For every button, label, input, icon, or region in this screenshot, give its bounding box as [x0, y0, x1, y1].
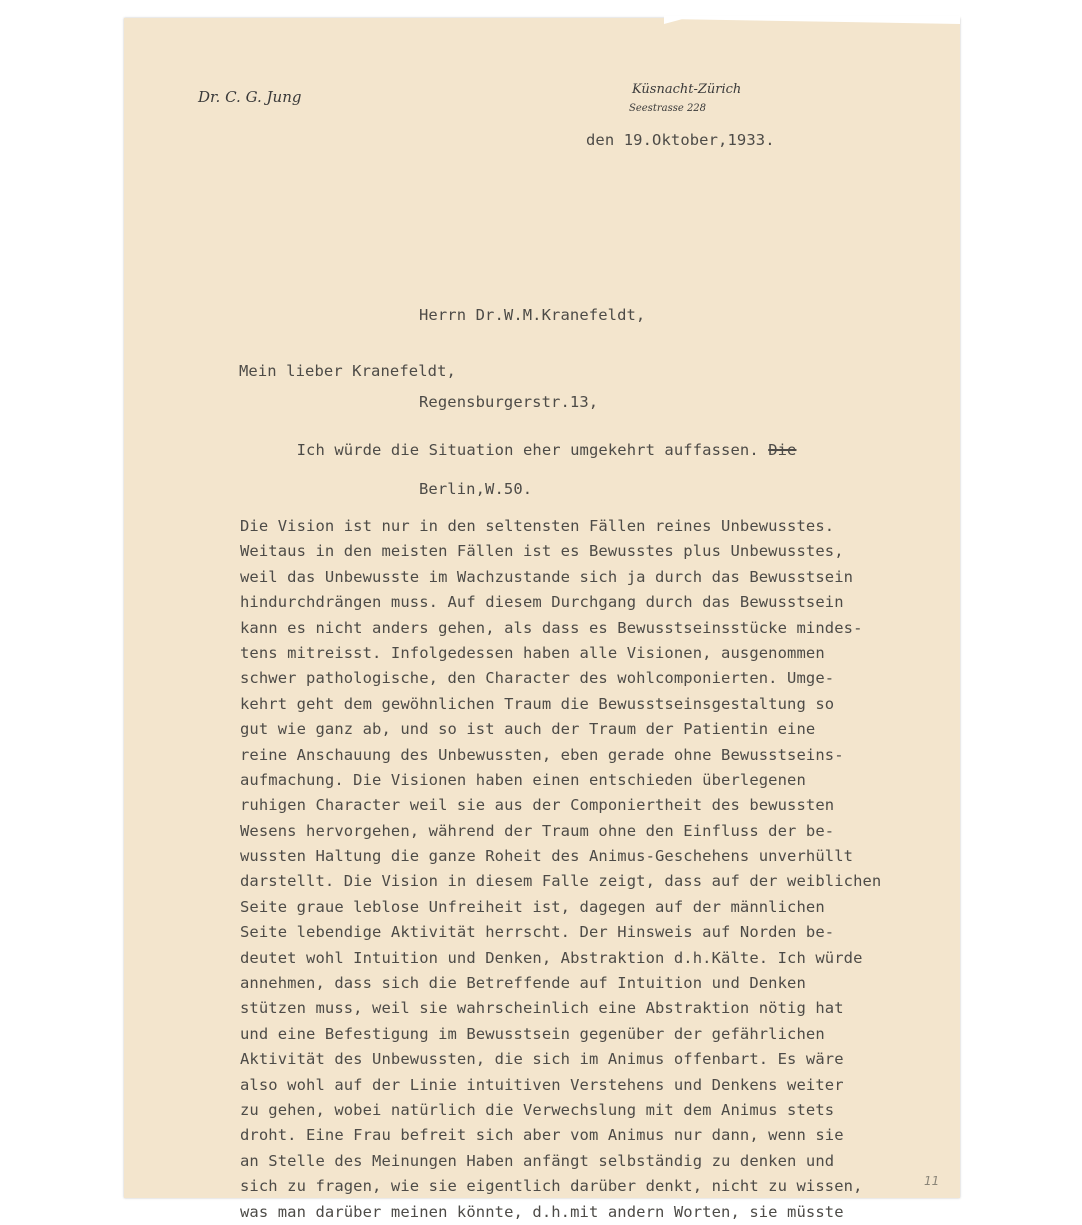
- recipient-line: Berlin,W.50.: [419, 480, 533, 498]
- body-line: aufmachung. Die Visionen haben einen entschieden überlegenen: [240, 770, 806, 789]
- body-line: kann es nicht anders gehen, als dass es Bewusstseinsstücke mindes-: [240, 618, 863, 637]
- page-number: 11: [924, 1174, 940, 1188]
- body-line: hindurchdrängen muss. Auf diesem Durchgang durch das Bewusstsein: [240, 593, 844, 612]
- salutation: Mein lieber Kranefeldt,: [239, 362, 456, 380]
- letter-body: [240, 387, 881, 1225]
- body-line: zu gehen, wobei natürlich die Verwechslung mit dem Animus stets: [240, 1101, 835, 1119]
- body-line: schwer pathologische, den Character des wohlcomponierten. Umge-: [240, 669, 835, 688]
- body-line: stützen muss, weil sie wahrscheinlich eine Abstraktion nötig hat: [240, 999, 844, 1018]
- torn-edge: [664, 16, 960, 24]
- body-line: ruhigen Character weil sie aus der Componiertheit des bewussten: [240, 796, 835, 815]
- body-line: tens mitreisst. Infolgedessen haben alle Visionen, ausgenommen: [240, 643, 825, 662]
- body-line: reine Anschauung des Unbewussten, eben gerade ohne Bewusstseins-: [240, 745, 844, 764]
- body-line: Die Vision ist nur in den seltensten Fällen reines Unbewusstes.: [240, 517, 835, 536]
- body-line: [240, 438, 881, 463]
- recipient-line: Regensburgerstr.13,: [419, 393, 599, 411]
- recipient-line: Herrn Dr.W.M.Kranefeldt,: [419, 306, 646, 324]
- body-line: darstellt. Die Vision in diesem Falle zeigt, dass auf der weiblichen: [240, 872, 882, 891]
- letterhead-name: Dr. C. G. Jung: [198, 88, 302, 106]
- body-line: annehmen, dass sich die Betreffende auf Intuition und Denken: [240, 974, 806, 993]
- body-line: Seite lebendige Aktivität herrscht. Der Hinsweis auf Norden be-: [240, 923, 835, 942]
- body-line: kehrt geht dem gewöhnlichen Traum die Bewusstseinsgestaltung so: [240, 694, 835, 713]
- letter-sheet: [124, 18, 960, 1221]
- body-line: Seite graue leblose Unfreiheit ist, dagegen auf der männlichen: [240, 897, 825, 916]
- letter-date: den 19.Oktober,1933.: [586, 131, 775, 149]
- body-line: droht. Eine Frau befreit sich aber vom Animus nur dann, wenn sie: [240, 1126, 844, 1145]
- body-line: weil das Unbewusste im Wachzustande sich ja durch das Bewusstsein: [240, 567, 854, 586]
- body-line: Wesens hervorgehen, während der Traum ohne den Einfluss der be-: [240, 821, 835, 840]
- body-line: und eine Befestigung im Bewusstsein gegenüber der gefährlichen: [240, 1024, 825, 1043]
- body-line: an Stelle des Meinungen Haben anfängt selbständig zu denken und: [240, 1151, 835, 1170]
- body-line: also wohl auf der Linie intuitiven Verstehens und Denkens weiter: [240, 1075, 844, 1094]
- struck-word: Die: [768, 440, 797, 459]
- body-line: sich zu fragen, wie sie eigentlich darüber denkt, nicht zu wissen,: [240, 1177, 863, 1196]
- letterhead-street: Seestrasse 228: [629, 103, 707, 114]
- body-line: was man darüber meinen könnte, d.h.mit andern Worten, sie müsste: [240, 1202, 844, 1221]
- body-line: wussten Haltung die ganze Roheit des Animus-Geschehens unverhüllt: [240, 847, 854, 866]
- body-line-text: Ich würde die Situation eher umgekehrt auffassen.: [240, 440, 769, 459]
- body-line: Aktivität des Unbewussten, die sich im Animus offenbart. Es wäre: [240, 1050, 844, 1069]
- body-line: deutet wohl Intuition und Denken, Abstraktion d.h.Kälte. Ich würde: [240, 948, 863, 967]
- body-line: gut wie ganz ab, und so ist auch der Traum der Patientin eine: [240, 720, 816, 739]
- letterhead-place: Küsnacht-Zürich: [632, 82, 742, 97]
- body-line: Weitaus in den meisten Fällen ist es Bewusstes plus Unbewusstes,: [240, 542, 844, 561]
